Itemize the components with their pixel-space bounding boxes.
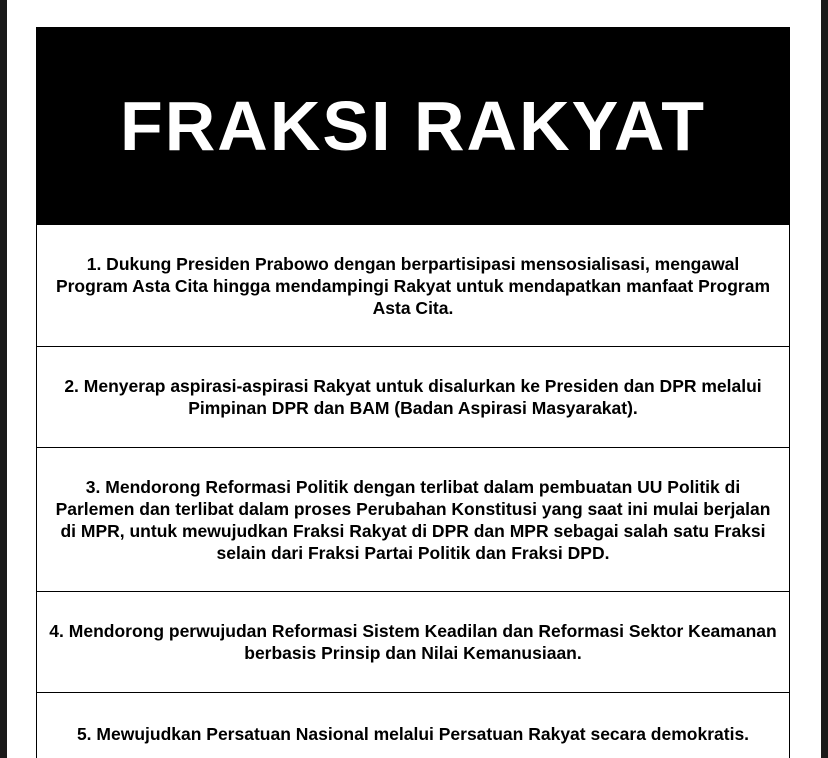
left-photo-border	[0, 0, 7, 758]
point-text-1: 1. Dukung Presiden Prabowo dengan berpartisipasi mensosialisasi, mengawal Program Asta Cita hingga mendampingi Rakyat untuk mendapatkan manfaat Program Asta Cita.	[55, 253, 771, 318]
document-table	[36, 27, 790, 758]
document-title: FRAKSI RAKYAT	[119, 86, 707, 165]
point-text-4: 4. Mendorong perwujudan Reformasi Sistem Keadilan dan Reformasi Sektor Keamanan berbasis Prinsip dan Nilai Kemanusiaan.	[49, 621, 777, 663]
point-text-2: 2. Menyerap aspirasi-aspirasi Rakyat untuk disalurkan ke Presiden dan DPR melalui Pimpinan DPR dan BAM (Badan Aspirasi Masyarakat).	[64, 376, 762, 418]
point-row-1	[37, 224, 789, 346]
point-row-4	[37, 591, 789, 692]
point-row-3	[37, 447, 789, 591]
point-text-5: 5. Mewujudkan Persatuan Nasional melalui Persatuan Rakyat secara demokratis.	[76, 724, 750, 744]
point-text-3: 3. Mendorong Reformasi Politik dengan terlibat dalam pembuatan UU Politik di Parlemen dan terlibat dalam proses Perubahan Konstitusi yang saat ini mulai berjalan di MPR, untuk mewujudkan Fraksi Rakyat di DPR dan MPR sebagai salah satu Fraksi selain dari Fraksi Partai Politik dan Fraksi DPD.	[55, 476, 771, 563]
title-banner	[37, 27, 789, 224]
point-row-2	[37, 346, 789, 447]
point-row-5	[37, 692, 789, 758]
right-photo-border	[821, 0, 828, 758]
